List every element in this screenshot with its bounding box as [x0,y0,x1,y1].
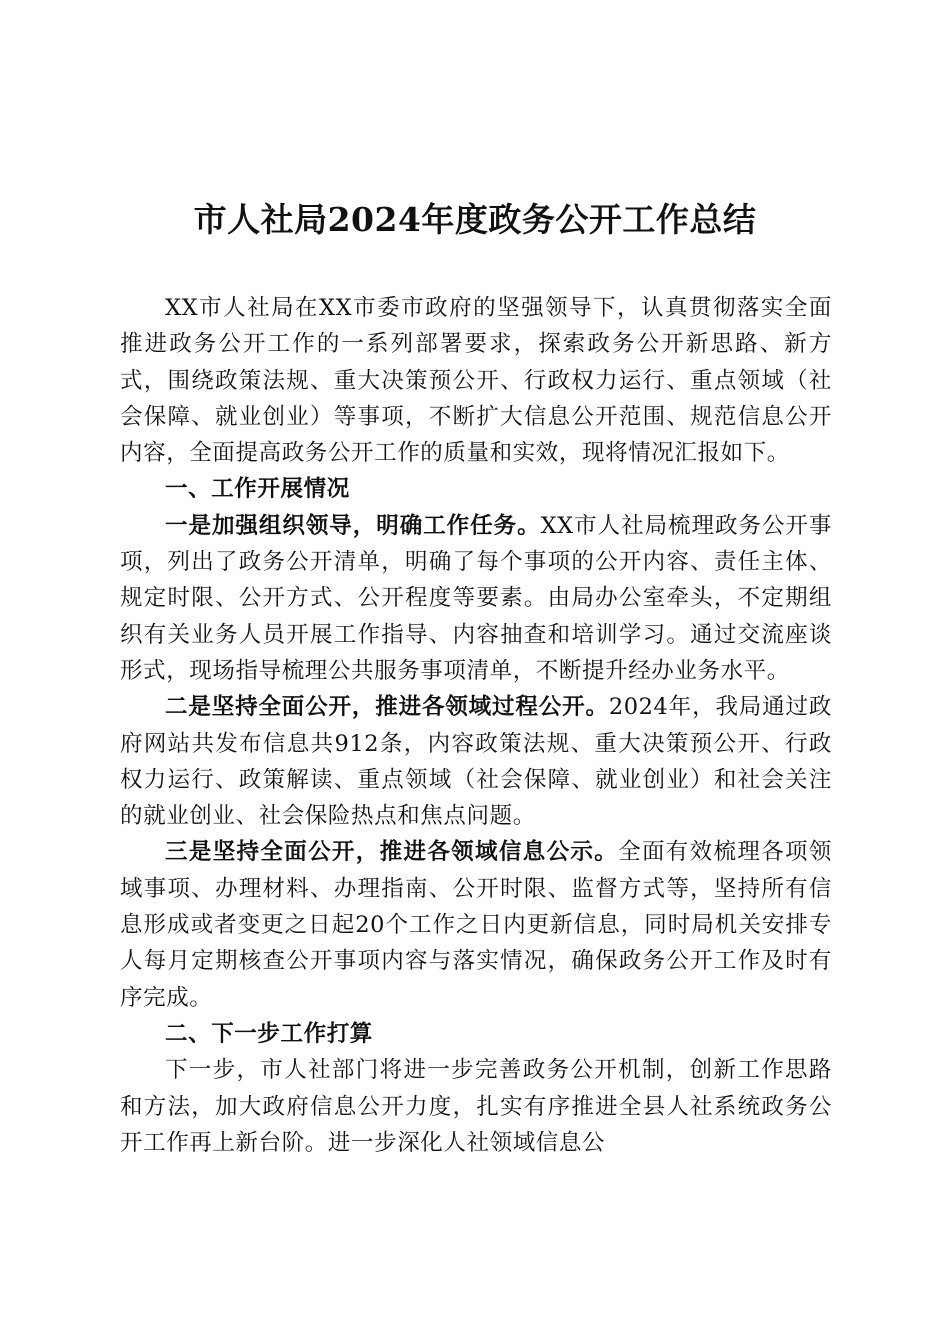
item-paragraph-1 [120,508,832,689]
document-body [120,290,832,1161]
intro-paragraph: XX市人社局在XX市委市政府的坚强领导下，认真贯彻落实全面推进政务公开工作的一系列部署要求，探索政务公开新思路、新方式，围绕政策法规、重大决策预公开、行政权力运行、重点领域（社会保障、就业创业）等事项，不断扩大信息公开范围、规范信息公开内容，全面提高政务公开工作的质量和实效，现将情况汇报如下。 [120,295,832,467]
item-text-1: XX市人社局梳理政务公开事项，列出了政务公开清单，明确了每个事项的公开内容、责任主体、规定时限、公开方式、公开程度等要素。由局办公室牵头，不定期组织有关业务人员开展工作指导、内容抽查和培训学习。通过交流座谈形式，现场指导梳理公共服务事项清单，不断提升经办业务水平。 [120,512,832,684]
item-paragraph-3 [120,834,832,1015]
item-lead-2: 二是坚持全面公开，推进各领域过程公开。 [165,694,609,721]
section-heading-next-steps: 二、下一步工作打算 [165,1020,373,1047]
item-paragraph-2 [120,689,832,834]
next-steps-paragraph: 下一步，市人社部门将进一步完善政务公开机制，创新工作思路和方法，加大政府信息公开力度，扎实有序推进全县人社系统政务公开工作再上新台阶。进一步深化人社领域信息公 [120,1057,832,1156]
item-lead-1: 一是加强组织领导，明确工作任务。 [165,512,541,539]
document-title: 市人社局2024年度政务公开工作总结 [193,200,757,239]
section-heading-work-progress: 一、工作开展情况 [165,476,350,503]
item-text-3: 全面有效梳理各项领域事项、办理材料、办理指南、公开时限、监督方式等，坚持所有信息形成或者变更之日起20个工作之日内更新信息，同时局机关安排专人每月定期核查公开事项内容与落实情况，确保政务公开工作及时有序完成。 [120,839,832,1011]
item-text-2: 2024年，我局通过政府网站共发布信息共912条，内容政策法规、重大决策预公开、行政权力运行、政策解读、重点领域（社会保障、就业创业）和社会关注的就业创业、社会保险热点和焦点问题。 [120,694,832,830]
item-lead-3: 三是坚持全面公开，推进各领域信息公示。 [165,839,619,866]
